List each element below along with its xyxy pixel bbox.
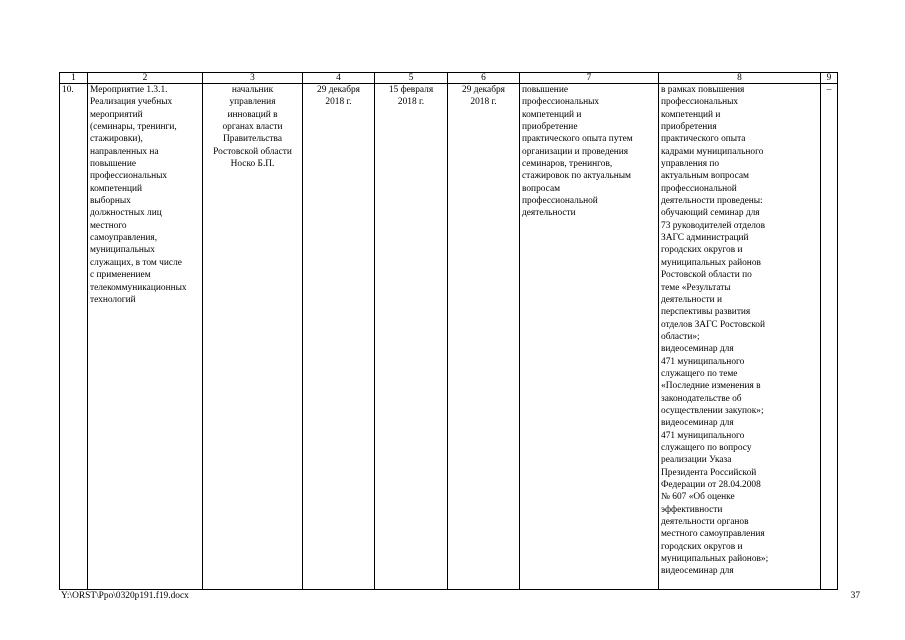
column-number: 5 — [375, 73, 448, 84]
text-line: осуществлении закупок»; — [661, 405, 764, 416]
text-line: выборных — [90, 196, 131, 207]
text-line: повышение — [90, 159, 137, 170]
table-row — [60, 84, 838, 590]
text-line: муниципальных — [90, 245, 155, 256]
text-line: телекоммуникационных — [90, 282, 187, 293]
row-number-cell — [60, 84, 88, 590]
text-line: деятельности проведены: — [661, 196, 763, 207]
text-line: деятельности и — [661, 294, 723, 305]
text-line: повышение — [522, 85, 569, 95]
column-number: 2 — [88, 73, 203, 84]
text-line: 73 руководителей отделов — [661, 220, 766, 231]
text-line: кадрами муниципального — [661, 146, 764, 157]
text-line: органах власти — [222, 122, 283, 133]
footer-file-path: Y:\ORST\Ppo\0320p191.f19.docx — [61, 591, 189, 601]
text-line: в рамках повышения — [661, 85, 745, 95]
text-line: начальник — [231, 85, 274, 95]
column-number: 3 — [203, 73, 303, 84]
text-line: управления — [229, 97, 276, 108]
start-date-cell — [375, 84, 448, 590]
text-line: перспективы развития — [661, 307, 751, 318]
text-line: самоуправления, — [90, 233, 158, 244]
text-line: с применением — [90, 270, 151, 281]
text-line: деятельности органов — [661, 517, 749, 528]
text-line: видеосеминар для — [661, 344, 734, 355]
text-line: 471 муниципального — [661, 430, 745, 441]
text-line: Президента Российской — [661, 467, 757, 478]
text-line: (семинары, тренинги, — [90, 122, 177, 133]
text-line: 15 февраля — [388, 85, 434, 95]
text-line: Ростовской области по — [661, 270, 752, 281]
text-line: технологий — [90, 294, 136, 305]
column-number: 7 — [520, 73, 659, 84]
text-line: актуальным вопросам — [661, 171, 749, 182]
text-line: служащего по вопросу — [661, 442, 752, 453]
text-line: Правительства — [223, 134, 282, 145]
text-line: городских округов и — [661, 541, 743, 552]
text-line: приобретения — [661, 122, 717, 133]
text-line: отделов ЗАГС Ростовской — [661, 319, 766, 330]
text-line: мероприятий — [90, 109, 143, 120]
text-line: практического опыта — [661, 134, 746, 145]
text-line: муниципальных районов»; — [661, 554, 769, 565]
text-line: 2018 г. — [470, 97, 497, 108]
responsible-cell — [203, 84, 303, 590]
text-line: 2018 г. — [397, 97, 425, 108]
text-line: вопросам — [522, 183, 561, 194]
text-line: видеосеминар для — [661, 418, 734, 429]
report-table — [59, 72, 838, 590]
column-number-row — [60, 73, 838, 84]
text-line: реализации Указа — [661, 455, 732, 466]
text-line: компетенций и — [661, 109, 721, 120]
event-cell — [88, 84, 203, 590]
row-number: 10. — [62, 85, 74, 95]
text-line: инноваций в — [227, 109, 278, 120]
text-line: организации и проведения — [522, 146, 629, 157]
notes-cell — [821, 84, 838, 590]
text-line: Носко Б.П. — [230, 159, 275, 170]
text-line: практического опыта путем — [522, 134, 633, 145]
text-line: ЗАГС администраций — [661, 233, 749, 244]
text-line: законодательстве об — [661, 393, 742, 404]
page-number: 37 — [850, 591, 860, 601]
text-line: семинаров, тренингов, — [522, 159, 613, 170]
text-line: 29 декабря — [462, 85, 505, 95]
text-line: видеосеминар для — [661, 566, 734, 577]
text-line: Мероприятие 1.3.1. — [90, 85, 168, 95]
end-date-cell — [448, 84, 520, 590]
text-line: эффективности — [661, 504, 723, 515]
text-line: должностных лиц — [90, 208, 162, 219]
column-number: 1 — [60, 73, 88, 84]
text-line: области»; — [661, 331, 700, 342]
text-line: служащих, в том числе — [90, 257, 182, 268]
column-number: 8 — [659, 73, 821, 84]
text-line: управления по — [661, 159, 720, 170]
text-line: профессиональных — [522, 97, 600, 108]
planned-date-cell — [303, 84, 375, 590]
text-line: 471 муниципального — [661, 356, 745, 367]
text-line: направленных на — [90, 146, 159, 157]
notes-value: – — [826, 85, 832, 95]
text-line: компетенций и — [522, 109, 582, 120]
text-line: муниципальных районов — [661, 257, 761, 268]
text-line: местного — [90, 220, 127, 231]
text-line: местного самоуправления — [661, 529, 765, 540]
text-line: № 607 «Об оценке — [661, 492, 735, 503]
text-line: Федерации от 28.04.2008 — [661, 480, 761, 490]
column-number: 9 — [821, 73, 838, 84]
text-line: Реализация учебных — [90, 97, 173, 108]
text-line: городских округов и — [661, 245, 743, 256]
text-line: обучающий семинар для — [661, 208, 760, 219]
text-line: теме «Результаты — [661, 282, 731, 293]
text-line: служащего по теме — [661, 368, 738, 379]
text-line: стажировки), — [90, 134, 143, 145]
actual-result-cell — [659, 84, 821, 590]
text-line: профессиональных — [90, 171, 168, 182]
column-number: 6 — [448, 73, 520, 84]
text-line: профессиональных — [661, 97, 739, 108]
text-line: компетенций — [90, 183, 143, 194]
text-line: деятельности — [522, 208, 576, 219]
text-line: профессиональной — [522, 196, 598, 207]
text-line: 2018 г. — [325, 97, 352, 108]
text-line: 29 декабря — [317, 85, 360, 95]
text-line: «Последние изменения в — [661, 381, 761, 392]
expected-result-cell — [520, 84, 659, 590]
text-line: Ростовской области — [213, 146, 292, 157]
text-line: приобретение — [522, 122, 578, 133]
column-number: 4 — [303, 73, 375, 84]
text-line: стажировок по актуальным — [522, 171, 631, 182]
text-line: профессиональной — [661, 183, 737, 194]
